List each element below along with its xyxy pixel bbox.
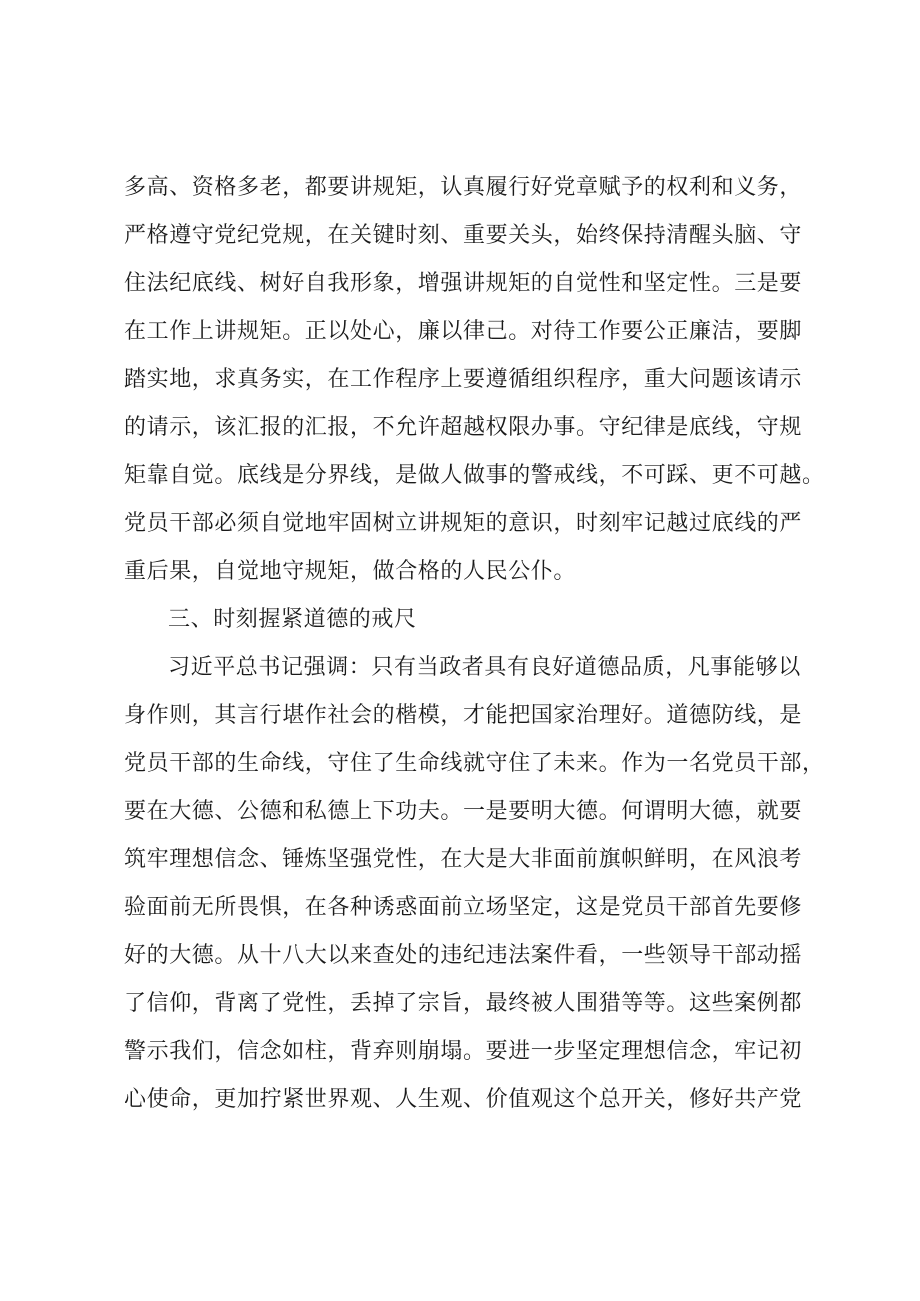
text-line: 踏实地，求真务实，在工作程序上要遵循组织程序，重大问题该请示 bbox=[124, 367, 803, 392]
text-line: 重后果，自觉地守规矩，做合格的人民公仆。 bbox=[124, 559, 577, 584]
text-line: 在工作上讲规矩。正以处心，廉以律己。对待工作要公正廉洁，要脚 bbox=[124, 319, 803, 344]
text-line: 党员干部必须自觉地牢固树立讲规矩的意识，时刻牢记越过底线的严 bbox=[124, 511, 803, 536]
text-line: 严格遵守党纪党规，在关键时刻、重要关头，始终保持清醒头脑、守 bbox=[124, 223, 803, 248]
text-line: 心使命，更加拧紧世界观、人生观、价值观这个总开关，修好共产党 bbox=[124, 1087, 803, 1112]
text-line: 住法纪底线、树好自我形象，增强讲规矩的自觉性和坚定性。三是要 bbox=[124, 271, 803, 296]
text-line: 矩靠自觉。底线是分界线，是做人做事的警戒线，不可踩、更不可越。 bbox=[124, 463, 825, 488]
text-line: 好的大德。从十八大以来查处的违纪违法案件看，一些领导干部动摇 bbox=[124, 943, 803, 968]
text-line: 党员干部的生命线，守住了生命线就守住了未来。作为一名党员干部， bbox=[124, 751, 825, 776]
section-heading: 三、时刻握紧道德的戒尺 bbox=[168, 607, 417, 632]
text-line: 习近平总书记强调：只有当政者具有良好道德品质，凡事能够以 bbox=[168, 655, 801, 680]
text-line: 的请示，该汇报的汇报，不允许超越权限办事。守纪律是底线，守规 bbox=[124, 415, 803, 440]
text-line: 要在大德、公德和私德上下功夫。一是要明大德。何谓明大德，就要 bbox=[124, 799, 803, 824]
text-line: 多高、资格多老，都要讲规矩，认真履行好党章赋予的权利和义务， bbox=[124, 175, 803, 200]
document-body bbox=[124, 164, 824, 1124]
text-line: 验面前无所畏惧，在各种诱惑面前立场坚定，这是党员干部首先要修 bbox=[124, 895, 803, 920]
text-line: 筑牢理想信念、锤炼坚强党性，在大是大非面前旗帜鲜明，在风浪考 bbox=[124, 847, 803, 872]
text-line: 身作则，其言行堪作社会的楷模，才能把国家治理好。道德防线，是 bbox=[124, 703, 803, 728]
text-line: 了信仰，背离了党性，丢掉了宗旨，最终被人围猎等等。这些案例都 bbox=[124, 991, 803, 1016]
text-line: 警示我们，信念如柱，背弃则崩塌。要进一步坚定理想信念，牢记初 bbox=[124, 1039, 803, 1064]
